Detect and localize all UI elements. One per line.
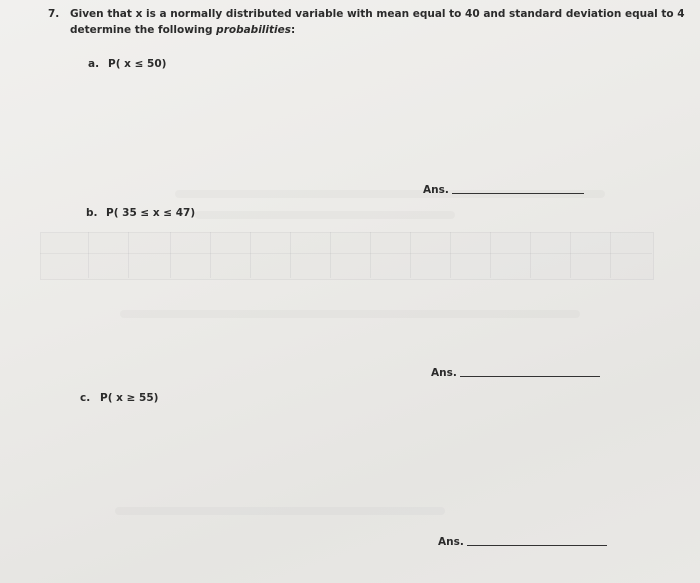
- bleed-through-text: [120, 310, 580, 318]
- bleed-through-rule: [290, 232, 291, 278]
- part-b-letter: b.: [86, 207, 98, 219]
- part-b-answer-blank[interactable]: [460, 376, 600, 377]
- part-a-expression: P( x ≤ 50): [108, 58, 167, 70]
- part-a-answer: [423, 184, 584, 196]
- bleed-through-rule: [530, 232, 531, 278]
- part-c-letter: c.: [80, 392, 91, 404]
- part-a-answer-label: Ans.: [423, 184, 449, 196]
- bleed-through-rule: [330, 232, 331, 278]
- part-c-answer-blank[interactable]: [467, 545, 607, 546]
- question-text-suffix: :: [290, 24, 296, 36]
- bleed-through-text: [195, 211, 455, 219]
- part-c: [80, 392, 158, 404]
- question-text-prefix: determine the following: [70, 24, 217, 36]
- part-b: [86, 207, 195, 219]
- bleed-through-table: [40, 232, 654, 280]
- bleed-through-rule: [40, 253, 652, 254]
- bleed-through-rule: [210, 232, 211, 278]
- part-a-answer-blank[interactable]: [452, 193, 584, 194]
- bleed-through-text: [115, 507, 445, 515]
- bleed-through-rule: [88, 232, 89, 278]
- part-b-answer: [431, 367, 600, 379]
- question-text-line2: [70, 24, 295, 36]
- bleed-through-rule: [570, 232, 571, 278]
- part-b-expression: P( 35 ≤ x ≤ 47): [106, 207, 196, 219]
- bleed-through-rule: [490, 232, 491, 278]
- bleed-through-rule: [610, 232, 611, 278]
- part-a-letter: a.: [88, 58, 100, 70]
- part-a: [88, 58, 166, 70]
- question-text-emphasis: probabilities: [216, 24, 291, 36]
- bleed-through-rule: [450, 232, 451, 278]
- part-b-answer-label: Ans.: [431, 367, 457, 379]
- question-number: 7.: [48, 8, 60, 20]
- bleed-through-rule: [128, 232, 129, 278]
- bleed-through-rule: [410, 232, 411, 278]
- question-text-line1: Given that x is a normally distributed variable with mean equal to 40 and standard deviation equal to 4: [70, 8, 685, 20]
- part-c-answer: [438, 536, 607, 548]
- bleed-through-rule: [170, 232, 171, 278]
- bleed-through-rule: [370, 232, 371, 278]
- part-c-expression: P( x ≥ 55): [100, 392, 159, 404]
- part-c-answer-label: Ans.: [438, 536, 464, 548]
- bleed-through-rule: [250, 232, 251, 278]
